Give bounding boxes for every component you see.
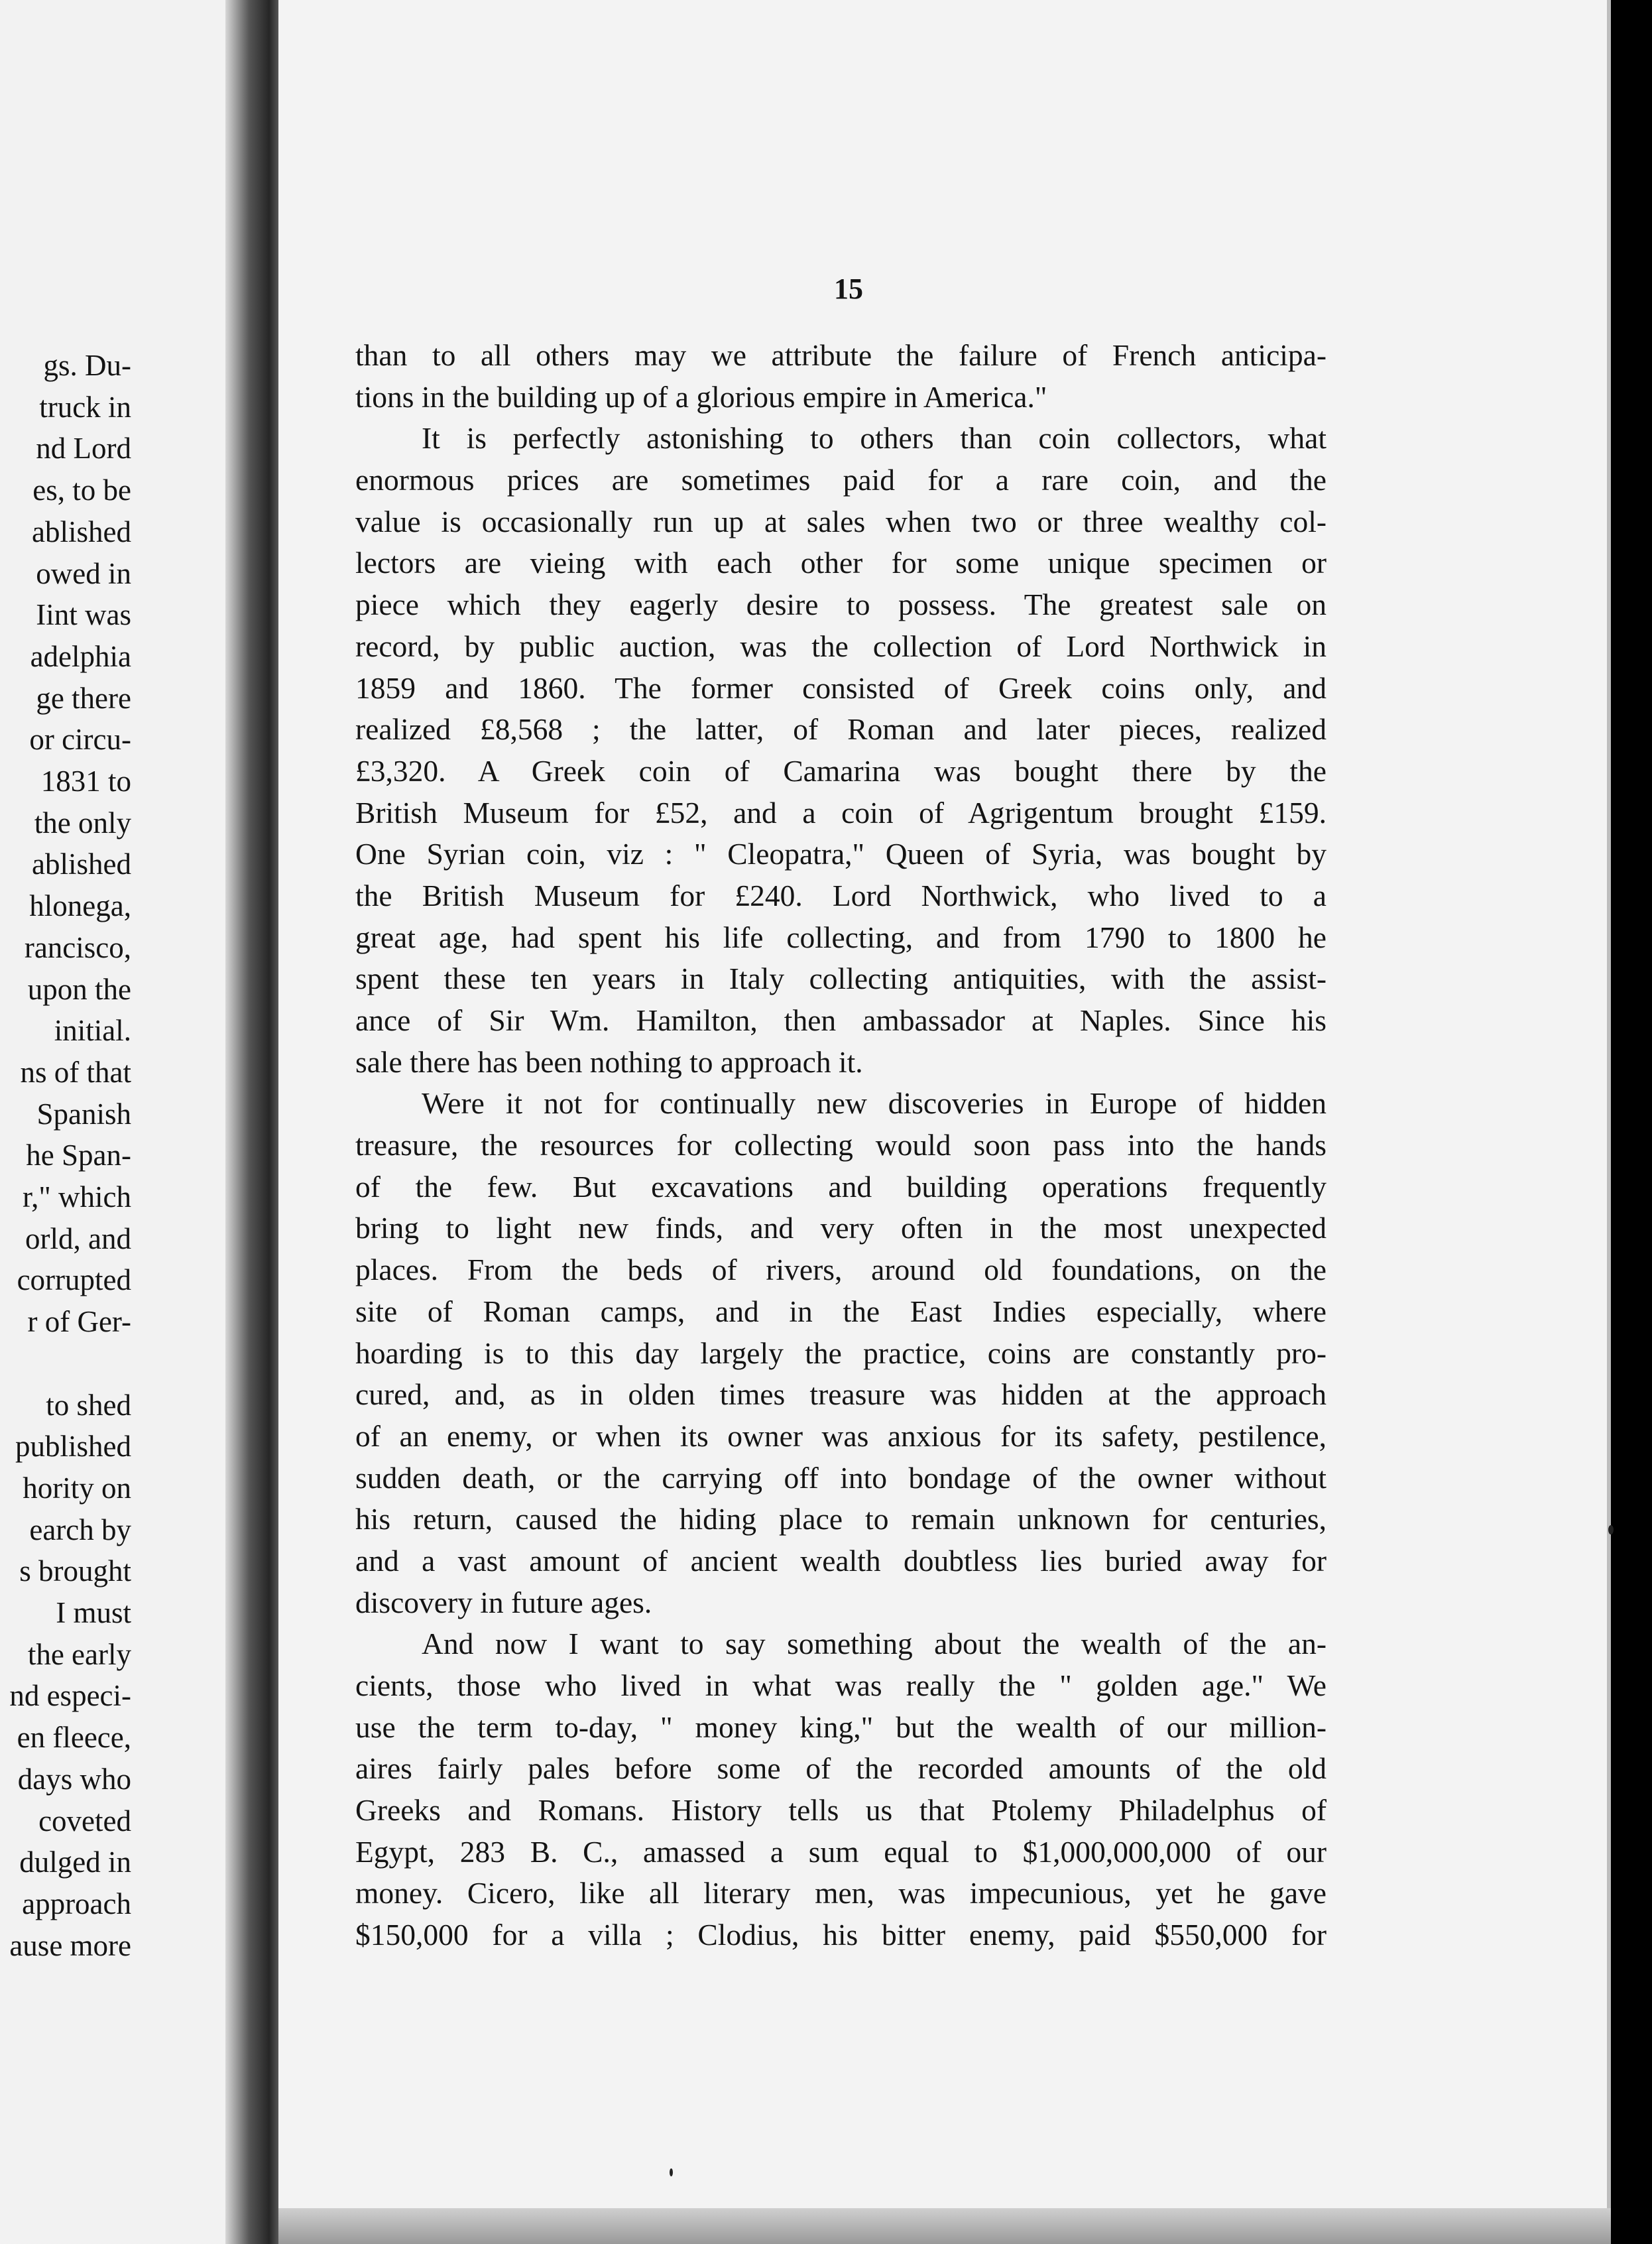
text-line: his return, caused the hiding place to remain unknown for centuries, — [355, 1502, 1327, 1536]
facing-page-line: rancisco, — [24, 930, 131, 964]
facing-page-line: or circu- — [29, 723, 131, 757]
text-line: lectors are vieing with each other for some unique specimen or — [355, 546, 1327, 580]
text-line: record, by public auction, was the collection of Lord Northwick in — [355, 629, 1327, 663]
text-line: great age, had spent his life collecting, and from 1790 to 1800 he — [355, 920, 1327, 954]
facing-page-line: nd Lord — [36, 432, 131, 466]
facing-page-line: owed in — [36, 556, 131, 590]
text-line: sale there has been nothing to approach it. — [355, 1044, 863, 1079]
facing-page-line: 1831 to — [40, 765, 131, 798]
text-line: hoarding is to this day largely the practice, coins are constantly pro- — [355, 1336, 1327, 1370]
text-line: sudden death, or the carrying off into bondage of the owner without — [355, 1460, 1327, 1495]
facing-page-line: corrupted — [17, 1263, 131, 1297]
text-line: enormous prices are sometimes paid for a rare coin, and the — [355, 463, 1327, 497]
facing-page-line: s brought — [19, 1554, 131, 1588]
facing-page-line: truck in — [39, 390, 131, 424]
facing-page-line: approach — [22, 1887, 131, 1920]
facing-page-line: r," which — [22, 1180, 131, 1214]
facing-page-line: adelphia — [30, 639, 131, 673]
facing-page-line: en fleece, — [17, 1721, 131, 1755]
facing-page-line: nd especi- — [9, 1679, 131, 1713]
text-line: Were it not for continually new discoveries in Europe of hidden — [422, 1086, 1327, 1121]
text-line: value is occasionally run up at sales when two or three wealthy col- — [355, 504, 1327, 538]
facing-page-line: hlonega, — [29, 889, 131, 923]
facing-page-line: earch by — [29, 1513, 131, 1546]
text-line: site of Roman camps, and in the East Indies especially, where — [355, 1294, 1327, 1328]
facing-page-line: ns of that — [20, 1055, 131, 1089]
text-line: ance of Sir Wm. Hamilton, then ambassador at Naples. Since his — [355, 1003, 1327, 1037]
facing-page-line: he Span- — [26, 1139, 131, 1172]
text-line: 1859 and 1860. The former consisted of Greek coins only, and — [355, 670, 1327, 705]
text-line: places. From the beds of rivers, around old foundations, on the — [355, 1253, 1327, 1287]
scan-speck — [1608, 1525, 1614, 1534]
facing-page-line: gs. Du- — [43, 349, 131, 382]
facing-page-line: es, to be — [32, 473, 131, 507]
facing-page-line: the only — [34, 806, 131, 840]
facing-page-line: dulged in — [19, 1845, 131, 1879]
text-line: the British Museum for £240. Lord Northwick, who lived to a — [355, 878, 1327, 912]
text-line: and a vast amount of ancient wealth doubtless lies buried away for — [355, 1543, 1327, 1578]
text-line: cured, and, as in olden times treasure was hidden at the approach — [355, 1377, 1327, 1412]
text-line: One Syrian coin, viz : " Cleopatra," Queen of Syria, was bought by — [355, 837, 1327, 871]
text-line: tions in the building up of a glorious empire in America." — [355, 379, 1047, 414]
text-line: aires fairly pales before some of the recorded amounts of the old — [355, 1751, 1327, 1786]
facing-page-line: initial. — [54, 1014, 131, 1048]
page-bottom-edge — [278, 2208, 1611, 2244]
facing-page-line: orld, and — [25, 1221, 131, 1255]
facing-page-line: ablished — [32, 847, 131, 881]
body-text — [355, 335, 1327, 1956]
facing-page-line: upon the — [27, 972, 131, 1006]
facing-page-line: r of Ger- — [27, 1305, 131, 1339]
text-line: Greeks and Romans. History tells us that Ptolemy Philadelphus of — [355, 1793, 1327, 1828]
facing-page-line: published — [15, 1430, 131, 1464]
text-line: $150,000 for a villa ; Clodius, his bitter enemy, paid $550,000 for — [355, 1918, 1327, 1952]
facing-page-line: ause more — [9, 1928, 131, 1962]
text-line: treasure, the resources for collecting would soon pass into the hands — [355, 1128, 1327, 1162]
facing-page-line: ge there — [36, 681, 131, 715]
facing-page-line: ablished — [32, 515, 131, 548]
text-line: spent these ten years in Italy collecting antiquities, with the assist- — [355, 962, 1327, 996]
facing-page-line: hority on — [23, 1471, 131, 1505]
facing-page-line: coveted — [38, 1804, 131, 1838]
text-line: And now I want to say something about the wealth of the an- — [422, 1627, 1327, 1661]
text-line: Egypt, 283 B. C., amassed a sum equal to $1,000,000,000 of our — [355, 1834, 1327, 1869]
text-line: of the few. But excavations and building operations frequently — [355, 1169, 1327, 1204]
facing-page — [0, 0, 225, 2244]
scan-speck — [670, 2168, 673, 2176]
facing-page-line: to shed — [46, 1388, 131, 1422]
text-line: realized £8,568 ; the latter, of Roman and later pieces, realized — [355, 712, 1327, 747]
text-line: £3,320. A Greek coin of Camarina was bought there by the — [355, 753, 1327, 788]
text-line: use the term to-day, " money king," but the wealth of our million- — [355, 1710, 1327, 1744]
text-line: of an enemy, or when its owner was anxious for its safety, pestilence, — [355, 1418, 1327, 1453]
text-line: piece which they eagerly desire to possess. The greatest sale on — [355, 588, 1327, 622]
text-line: bring to light new finds, and very often in the most unexpected — [355, 1211, 1327, 1245]
text-line: than to all others may we attribute the failure of French anticipa- — [355, 338, 1327, 372]
facing-page-line: I must — [56, 1596, 131, 1629]
facing-page-line: days who — [17, 1762, 131, 1796]
scan-background — [1611, 0, 1652, 2244]
facing-page-line: Spanish — [36, 1097, 131, 1131]
text-line: money. Cicero, like all literary men, was impecunious, yet he gave — [355, 1876, 1327, 1910]
facing-page-line: the early — [27, 1637, 131, 1671]
text-line: British Museum for £52, and a coin of Agrigentum brought £159. — [355, 795, 1327, 830]
page-number: 15 — [834, 273, 863, 305]
facing-page-line: Iint was — [36, 598, 131, 632]
text-line: cients, those who lived in what was really the " golden age." We — [355, 1668, 1327, 1702]
text-line: discovery in future ages. — [355, 1585, 652, 1619]
text-line: It is perfectly astonishing to others than coin collectors, what — [422, 421, 1327, 456]
